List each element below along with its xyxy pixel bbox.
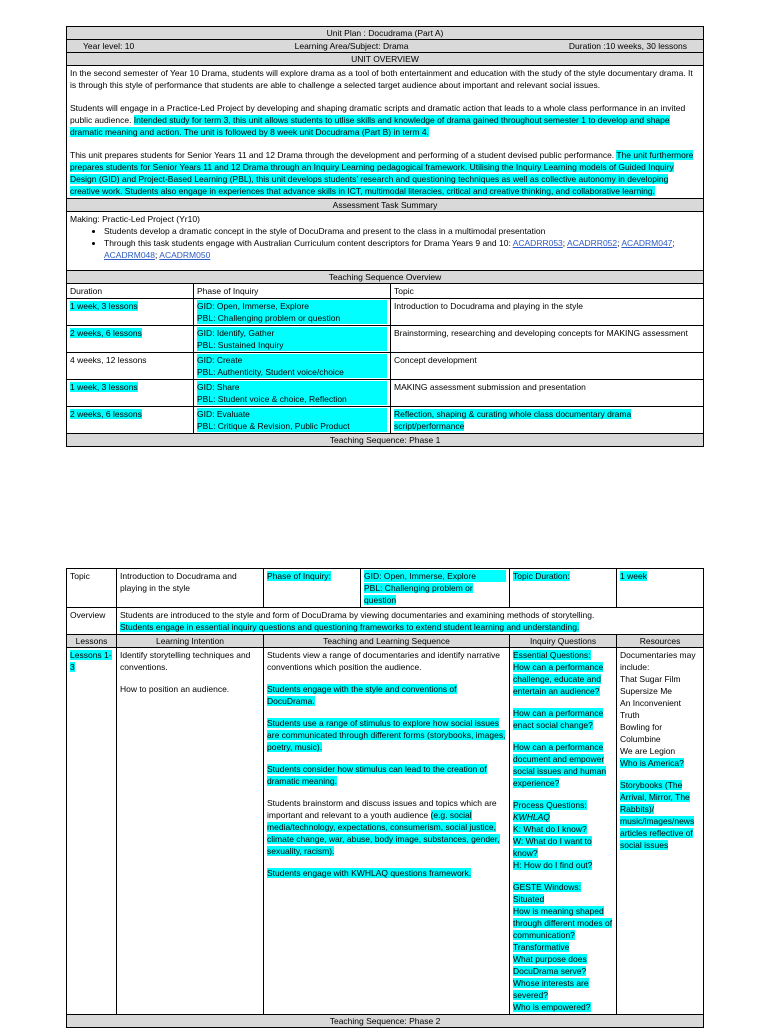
iq-block <box>513 799 613 811</box>
tls-item-hl <box>267 683 506 707</box>
lessons-value: Lessons 1-3 <box>70 650 112 672</box>
tso-topic-cell <box>391 407 704 434</box>
phase-overview-highlight: Students engage in essential inquiry questions and questioning frameworks to extend student learning and understanding. <box>120 622 580 632</box>
iq-question: How can a performance document and empower social issues and human experience? <box>513 742 607 788</box>
phase-overview-text: Students are introduced to the style and form of DocuDrama by viewing documentaries and examining methods of storytelling. <box>120 610 595 620</box>
iq-situated-question: How is meaning shaped through different modes of communication? <box>513 906 613 940</box>
tso-pbl: PBL: Critique & Revision, Public Product <box>197 420 387 432</box>
assessment-bullet: • Through this task students engage with Australian Curriculum content descriptors for Drama Years 9 and 10: ACADRR053; ACADRR052; ACADRM047; ACADRM048; ACADRM050 <box>104 237 700 261</box>
curriculum-link[interactable]: ACADRM047 <box>621 238 673 248</box>
tso-header: Teaching Sequence Overview <box>67 271 704 284</box>
tso-duration-cell <box>67 407 194 434</box>
phase-value-cell <box>361 569 510 608</box>
tso-pbl: PBL: Authenticity, Student voice/choice <box>197 366 387 378</box>
curriculum-link[interactable]: ACADRR052 <box>567 238 618 248</box>
tso-phase-cell <box>194 299 391 326</box>
phase-label: Phase of Inquiry: <box>267 571 331 581</box>
tso-duration: 2 weeks, 6 lessons <box>70 328 142 338</box>
col-resources: Resources <box>617 635 704 648</box>
phase-gid: GID: Open, Immerse, Explore <box>364 570 506 582</box>
iq-block <box>513 977 613 1001</box>
phase-label-cell <box>264 569 361 608</box>
tso-gid: GID: Share <box>197 381 387 393</box>
resource-item-hl <box>620 757 700 769</box>
resource-item-hl <box>620 779 700 851</box>
unit-plan-title: Unit Plan : Docudrama (Part A) <box>67 27 704 40</box>
phase-overview-cell <box>117 608 704 635</box>
phase2-footer: Teaching Sequence: Phase 2 <box>67 1015 704 1028</box>
overview-label: Overview <box>67 608 117 635</box>
tso-gid: GID: Create <box>197 354 387 366</box>
iq-essential-label: Essential Questions: <box>513 650 591 660</box>
tls-item-mixed <box>267 797 506 857</box>
overview-paragraph-3 <box>70 149 700 197</box>
phase-column-headers <box>67 635 704 648</box>
iq-block <box>513 811 613 823</box>
tls-item-highlight: (e.g. social media/technology, expectations, consumerism, social justice, climate change, war, abuse, body image, substances, gender, sexuality, racism). <box>267 810 500 856</box>
table-row <box>67 353 704 380</box>
resource-item: Supersize Me <box>620 686 672 696</box>
learning-area: Learning Area/Subject: Drama <box>294 41 409 51</box>
curriculum-link[interactable]: ACADRM048 <box>104 250 156 260</box>
iq-block <box>513 881 613 893</box>
tso-duration: 2 weeks, 6 lessons <box>70 409 142 419</box>
iq-block <box>513 953 613 977</box>
assessment-header: Assessment Task Summary <box>67 199 704 212</box>
iq-block <box>513 649 613 661</box>
tso-duration: 4 weeks, 12 lessons <box>67 353 194 380</box>
tls-item: Students consider how stimulus can lead to the creation of dramatic meaning. <box>267 764 487 786</box>
iq-block <box>513 823 613 835</box>
phase-overview-row <box>67 608 704 635</box>
iq-k: K: What do I know? <box>513 824 587 834</box>
tso-topic: Concept development <box>391 353 704 380</box>
unit-overview-header: UNIT OVERVIEW <box>67 53 704 66</box>
duration-value: 1 week <box>620 571 647 581</box>
phase-content-row <box>67 648 704 1015</box>
assessment-bullet: • Students develop a dramatic concept in the style of DocuDrama and present to the class in a multimodal presentation <box>104 225 700 237</box>
unit-overview-body <box>67 66 704 199</box>
table-row <box>67 380 704 407</box>
tls-item: Students engage with KWHLAQ questions framework. <box>267 868 472 878</box>
tso-phase-cell <box>194 353 391 380</box>
tso-duration-cell <box>67 380 194 407</box>
tls-item-hl <box>267 867 506 879</box>
iq-block <box>513 905 613 941</box>
tso-pbl: PBL: Student voice & choice, Reflection <box>197 393 387 405</box>
overview-p2-highlight: Intended study for term 3, this unit allows students to utlise skills and knowledge of drama gained throughout semester 1 to develop and shape dramatic meaning and action. The unit is followed by 8 week unit Docudrama (Part B) in term 4. <box>70 115 670 137</box>
resource-item: Bowling for Columbine <box>620 722 663 744</box>
overview-p3-highlight: The unit furthermore prepares students for Senior Years 11 and 12 Drama through an Inquiry Learning pedagogical framework. Utilising the Inquiry Learning models of Guided Inquiry Design (GID) and Project-Based Learning (PBL), this unit develops students’ research and questioning techniques as well as collective autonomy in developing creative work. Students also engage in experiences that advance skills in ICT, multimodal literacies, critical and creative thinking, and collaborative learning. <box>70 150 694 196</box>
tso-gid: GID: Evaluate <box>197 408 387 420</box>
tso-pbl: PBL: Sustained Inquiry <box>197 339 387 351</box>
overview-p2-text: Students will engage in a Practice-Led Project by developing and shaping dramatic scripts and dramatic action that leads to a whole class performance in an invited public audience. <box>70 103 686 125</box>
topic-label: Topic <box>67 569 117 608</box>
curriculum-link[interactable]: ACADRR053 <box>512 238 563 248</box>
tso-duration-cell <box>67 326 194 353</box>
iq-block <box>513 893 613 905</box>
tso-gid: GID: Identify, Gather <box>197 327 387 339</box>
curriculum-link[interactable]: ACADRM050 <box>159 250 211 260</box>
tls-item-hl <box>267 717 506 753</box>
iq-geste-label: GESTE Windows: <box>513 882 582 892</box>
iq-kwhlaq: KWHLAQ <box>513 812 550 822</box>
unit-duration: Duration :10 weeks, 30 lessons <box>568 41 688 51</box>
topic-value: Introduction to Docudrama and playing in the style <box>117 569 264 608</box>
col-learning-intention: Learning Intention <box>117 635 264 648</box>
tso-col-topic: Topic <box>391 284 704 299</box>
col-lessons: Lessons <box>67 635 117 648</box>
iq-interests-question: Whose interests are severed? <box>513 978 589 1000</box>
iq-transformative-question: What purpose does DocuDrama serve? <box>513 954 587 976</box>
overview-paragraph-1: In the second semester of Year 10 Drama, students will explore drama as a tool of both entertainment and education with the study of the style documentary drama. It is through this style of performance that students are able to challenge a selected target audience about important and relevant social issues. <box>70 68 693 90</box>
iq-empowered-question: Who is empowered? <box>513 1002 591 1012</box>
tso-gid: GID: Open, Immerse, Explore <box>197 300 387 312</box>
phase-pbl: PBL: Challenging problem or question <box>364 583 473 605</box>
tso-topic: Introduction to Docudrama and playing in the style <box>391 299 704 326</box>
iq-question: How can a performance challenge, educate and entertain an audience? <box>513 662 604 696</box>
tso-column-headers <box>67 284 704 299</box>
duration-label: Topic Duration: <box>513 571 570 581</box>
tls-item: Students view a range of documentaries and identify narrative conventions which position the audience. <box>267 650 500 672</box>
unit-info-row <box>67 40 704 53</box>
phase-table <box>66 568 704 1028</box>
phase-topic-row <box>67 569 704 608</box>
tso-duration: 1 week, 3 lessons <box>70 382 138 392</box>
tls-item-hl <box>267 763 506 787</box>
tso-col-duration: Duration <box>67 284 194 299</box>
iq-block <box>513 941 613 953</box>
year-level: Year level: 10 <box>83 41 135 51</box>
iq-block <box>513 707 613 731</box>
iq-question: How can a performance enact social change? <box>513 708 604 730</box>
assessment-list <box>70 225 700 261</box>
duration-label-cell <box>510 569 617 608</box>
tso-phase-cell <box>194 407 391 434</box>
assessment-summary <box>67 212 704 271</box>
col-teaching-sequence: Teaching and Learning Sequence <box>264 635 510 648</box>
iq-block <box>513 859 613 871</box>
tso-duration: 1 week, 3 lessons <box>70 301 138 311</box>
overview-p3-text: This unit prepares students for Senior Years 11 and 12 Drama through the development and performing of a student devised public performance. <box>70 150 617 160</box>
tso-pbl: PBL: Challenging problem or question <box>197 312 387 324</box>
tso-topic: Reflection, shaping & curating whole class documentary drama script/performance <box>394 409 632 431</box>
resource-item: An Inconvenient Truth <box>620 698 681 720</box>
resource-item: Who is America? <box>620 758 684 768</box>
tls-item-text: Students brainstorm and discuss issues and topics which are important and relevant to a youth audience <box>267 798 497 820</box>
iq-block <box>513 1001 613 1013</box>
table-row <box>67 407 704 434</box>
iq-transformative: Transformative <box>513 942 570 952</box>
learning-intention-cell <box>117 648 264 1015</box>
iq-h: H: How do I find out? <box>513 860 593 870</box>
inquiry-questions-cell <box>510 648 617 1015</box>
resources-intro: Documentaries may include: <box>620 650 696 672</box>
iq-block <box>513 741 613 789</box>
phase1-footer: Teaching Sequence: Phase 1 <box>67 434 704 447</box>
tls-item: Students use a range of stimulus to explore how social issues are communicated through different forms (storybooks, images, poetry, music). <box>267 718 506 752</box>
table-row <box>67 326 704 353</box>
table-row <box>67 299 704 326</box>
resource-storybooks: Storybooks (The Arrival, Mirror, The Rabbits)/ music/images/news articles reflective of social issues <box>620 780 695 850</box>
tso-duration-cell <box>67 299 194 326</box>
iq-process-label: Process Questions: <box>513 800 587 810</box>
resource-item: We are Legion <box>620 746 676 756</box>
overview-paragraph-2 <box>70 102 700 138</box>
teaching-sequence-cell <box>264 648 510 1015</box>
duration-value-cell <box>617 569 704 608</box>
intention-1: Identify storytelling techniques and conventions. <box>120 650 251 672</box>
resource-item: That Sugar Film <box>620 674 681 684</box>
iq-situated: Situated <box>513 894 545 904</box>
assessment-title: Making: Practic-Led Project (Yr10) <box>70 214 200 224</box>
tso-topic: MAKING assessment submission and presentation <box>391 380 704 407</box>
intention-2: How to position an audience. <box>120 684 230 694</box>
unit-plan-table <box>66 26 704 447</box>
tso-phase-cell <box>194 326 391 353</box>
iq-block <box>513 661 613 697</box>
assessment-bullet-text: Through this task students engage with Australian Curriculum content descriptors for Drama Years 9 and 10: <box>104 238 513 248</box>
iq-w: W: What do I want to know? <box>513 836 592 858</box>
iq-block <box>513 835 613 859</box>
tso-topic: Brainstorming, researching and developing concepts for MAKING assessment <box>391 326 704 353</box>
resources-cell <box>617 648 704 1015</box>
tso-phase-cell <box>194 380 391 407</box>
tso-col-phase: Phase of Inquiry <box>194 284 391 299</box>
lessons-cell <box>67 648 117 1015</box>
col-inquiry-questions: Inquiry Questions <box>510 635 617 648</box>
tls-item: Students engage with the style and conventions of DocuDrama. <box>267 684 457 706</box>
